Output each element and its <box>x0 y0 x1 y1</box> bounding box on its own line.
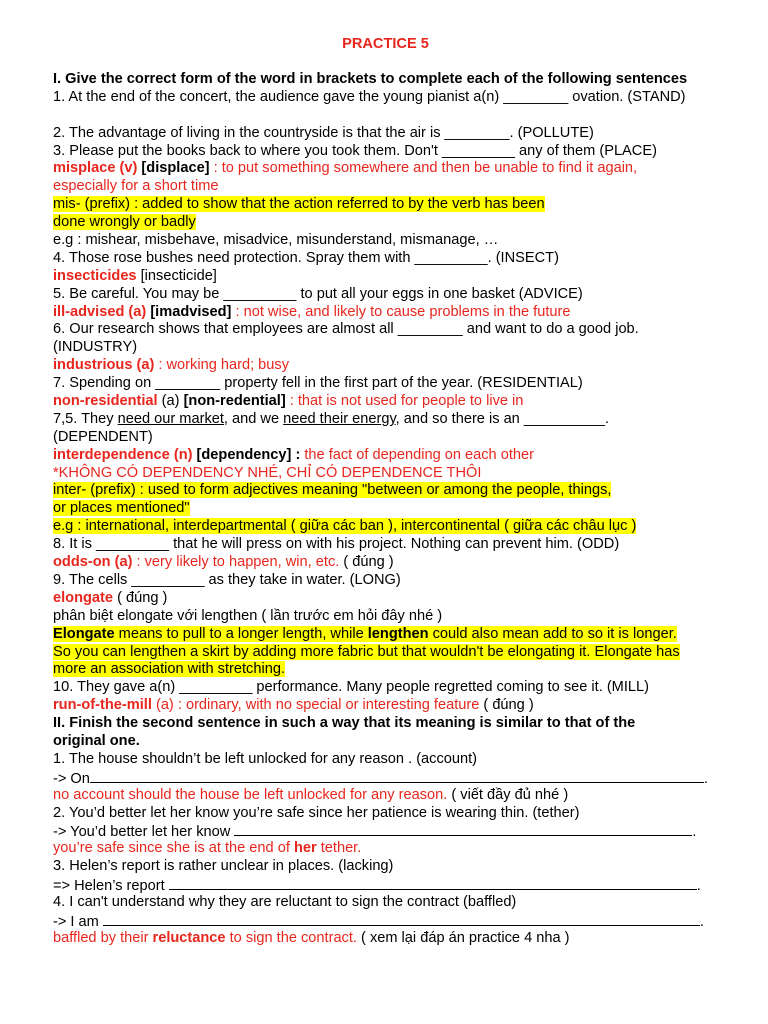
answer-8 <box>53 554 718 572</box>
underlined-phrase: need their energy <box>283 410 396 427</box>
question-6: 6. Our research shows that employees are almost all ________ and want to do a good job. <box>53 321 639 338</box>
question-3: 3. Please put the books back to where you took them. Don't _________ any of them (PLACE) <box>53 142 657 159</box>
answer-6 <box>53 357 718 375</box>
answer-10 <box>53 697 718 715</box>
rewrite-question-1: 1. The house shouldn’t be left unlocked for any reason . (account) <box>53 750 478 767</box>
rewrite-answer-1: no account should the house be left unlocked for any reason. ( viết đầy đủ nhé ) <box>53 786 569 803</box>
answer-3 <box>53 160 718 178</box>
definition: : working hard; busy <box>154 357 290 374</box>
answer-blank <box>90 769 704 783</box>
answer-word: odds-on (a) <box>53 554 133 571</box>
rewrite-stem-2: -> You’d better let her know . <box>53 824 697 841</box>
answer-word: interdependence (n) <box>53 446 193 463</box>
prefix-note-cont: or places mentioned" <box>53 500 190 517</box>
question-9: 9. The cells _________ as they take in water. (LONG) <box>53 571 401 588</box>
explanation-cont: So you can lengthen a skirt by adding more fabric but that wouldn't be elongating it. Elongate has <box>53 643 680 660</box>
check-note: ( đúng ) <box>113 589 168 606</box>
definition: : that is not used for people to live in <box>285 393 524 410</box>
example-line: e.g : mishear, misbehave, misadvice, misunderstand, mismanage, … <box>53 232 499 249</box>
answer-blank <box>169 876 697 890</box>
answer-9 <box>53 590 718 608</box>
definition: : to put something somewhere and then be unable to find it again, <box>209 160 638 177</box>
rewrite-stem-3: => Helen’s report . <box>53 878 701 895</box>
worksheet <box>53 36 718 948</box>
underlined-phrase: need our market <box>117 410 224 427</box>
definition: : very likely to happen, win, etc. <box>132 554 340 571</box>
definition-cont: especially for a short time <box>53 178 219 195</box>
check-note: ( đúng ) <box>479 697 534 714</box>
question-7-5: 7,5. They need our market, and we need their energy, and so there is an __________. <box>53 410 610 427</box>
wrong-answer: [non-redential] <box>183 393 286 410</box>
teacher-note: phân biệt elongate với lengthen ( lần trước em hỏi đây nhé ) <box>53 607 443 624</box>
answer-word: insecticides <box>53 267 137 284</box>
wrong-answer: [insecticide] <box>136 267 217 284</box>
question-1: 1. At the end of the concert, the audience gave the young pianist a(n) ________ ovation. (STAND) <box>53 88 686 105</box>
definition: (a) : ordinary, with no special or interesting feature <box>151 697 480 714</box>
rewrite-question-3: 3. Helen’s report is rather unclear in places. (lacking) <box>53 858 394 875</box>
prefix-note: inter- (prefix) : used to form adjectives meaning "between or among the people, things, <box>53 482 612 499</box>
rewrite-stem-4: -> I am . <box>53 913 704 930</box>
explanation: Elongate means to pull to a longer length, while lengthen could also mean add to so it is longer. <box>53 625 677 642</box>
answer-word: misplace (v) <box>53 160 138 177</box>
answer-5 <box>53 304 718 322</box>
check-note: ( đúng ) <box>339 554 394 571</box>
rewrite-question-4: 4. I can't understand why they are reluctant to sign the contract (baffled) <box>53 893 517 910</box>
question-7-5-cont: (DEPENDENT) <box>53 428 153 445</box>
definition: the fact of depending on each other <box>300 446 534 463</box>
answer-7-5 <box>53 447 718 465</box>
question-5: 5. Be careful. You may be _________ to put all your eggs in one basket (ADVICE) <box>53 285 583 302</box>
answer-word: ill-advised (a) <box>53 303 147 320</box>
question-6-cont: (INDUSTRY) <box>53 339 138 356</box>
answer-word: run-of-the-mill <box>53 697 152 714</box>
teacher-note: *KHÔNG CÓ DEPENDENCY NHÉ, CHỈ CÓ DEPENDENCE THÔI <box>53 464 482 481</box>
explanation-cont: more an association with stretching. <box>53 661 285 678</box>
spacer <box>53 107 718 125</box>
question-10: 10. They gave a(n) _________ performance. Many people regretted coming to see it. (MILL) <box>53 679 649 696</box>
rewrite-stem-1: -> On . <box>53 770 708 787</box>
example-line: e.g : international, interdepartmental ( giữa các ban ), intercontinental ( giữa các châu lục ) <box>53 518 637 535</box>
answer-word: non-residential <box>53 393 158 410</box>
part-of-speech: (a) <box>157 393 184 410</box>
rewrite-question-2: 2. You’d better let her know you’re safe since her patience is wearing thin. (tether) <box>53 804 580 821</box>
rewrite-answer-2: you’re safe since she is at the end of her tether. <box>53 840 362 857</box>
page-title: PRACTICE 5 <box>342 36 429 52</box>
question-2: 2. The advantage of living in the countryside is that the air is ________. (POLLUTE) <box>53 124 594 141</box>
answer-blank <box>103 912 700 926</box>
answer-word: industrious (a) <box>53 357 155 374</box>
answer-7 <box>53 393 718 411</box>
answer-blank <box>234 822 692 836</box>
answer-word: elongate <box>53 589 114 606</box>
answer-4 <box>53 268 718 286</box>
prefix-note: mis- (prefix) : added to show that the action referred to by the verb has been <box>53 196 545 213</box>
teacher-note: ( viết đầy đủ nhé ) <box>447 786 569 803</box>
teacher-note: ( xem lại đáp án practice 4 nha ) <box>356 929 570 946</box>
prefix-note-cont: done wrongly or badly <box>53 214 196 231</box>
rewrite-answer-4: baffled by their reluctance to sign the contract. ( xem lại đáp án practice 4 nha ) <box>53 929 570 946</box>
section-2-heading: II. Finish the second sentence in such a way that its meaning is similar to that of the <box>53 715 636 732</box>
section-2-heading-cont: original one. <box>53 732 140 749</box>
wrong-answer: [imadvised] <box>146 303 232 320</box>
definition: : not wise, and likely to cause problems in the future <box>231 303 571 320</box>
section-1-heading: I. Give the correct form of the word in brackets to complete each of the following sentences <box>53 71 688 87</box>
question-8: 8. It is _________ that he will press on with his project. Nothing can prevent him. (ODD) <box>53 536 620 553</box>
question-4: 4. Those rose bushes need protection. Spray them with _________. (INSECT) <box>53 249 559 266</box>
wrong-answer: [dependency] : <box>192 446 301 463</box>
wrong-answer: [displace] <box>141 160 210 177</box>
question-7: 7. Spending on ________ property fell in the first part of the year. (RESIDENTIAL) <box>53 375 583 392</box>
